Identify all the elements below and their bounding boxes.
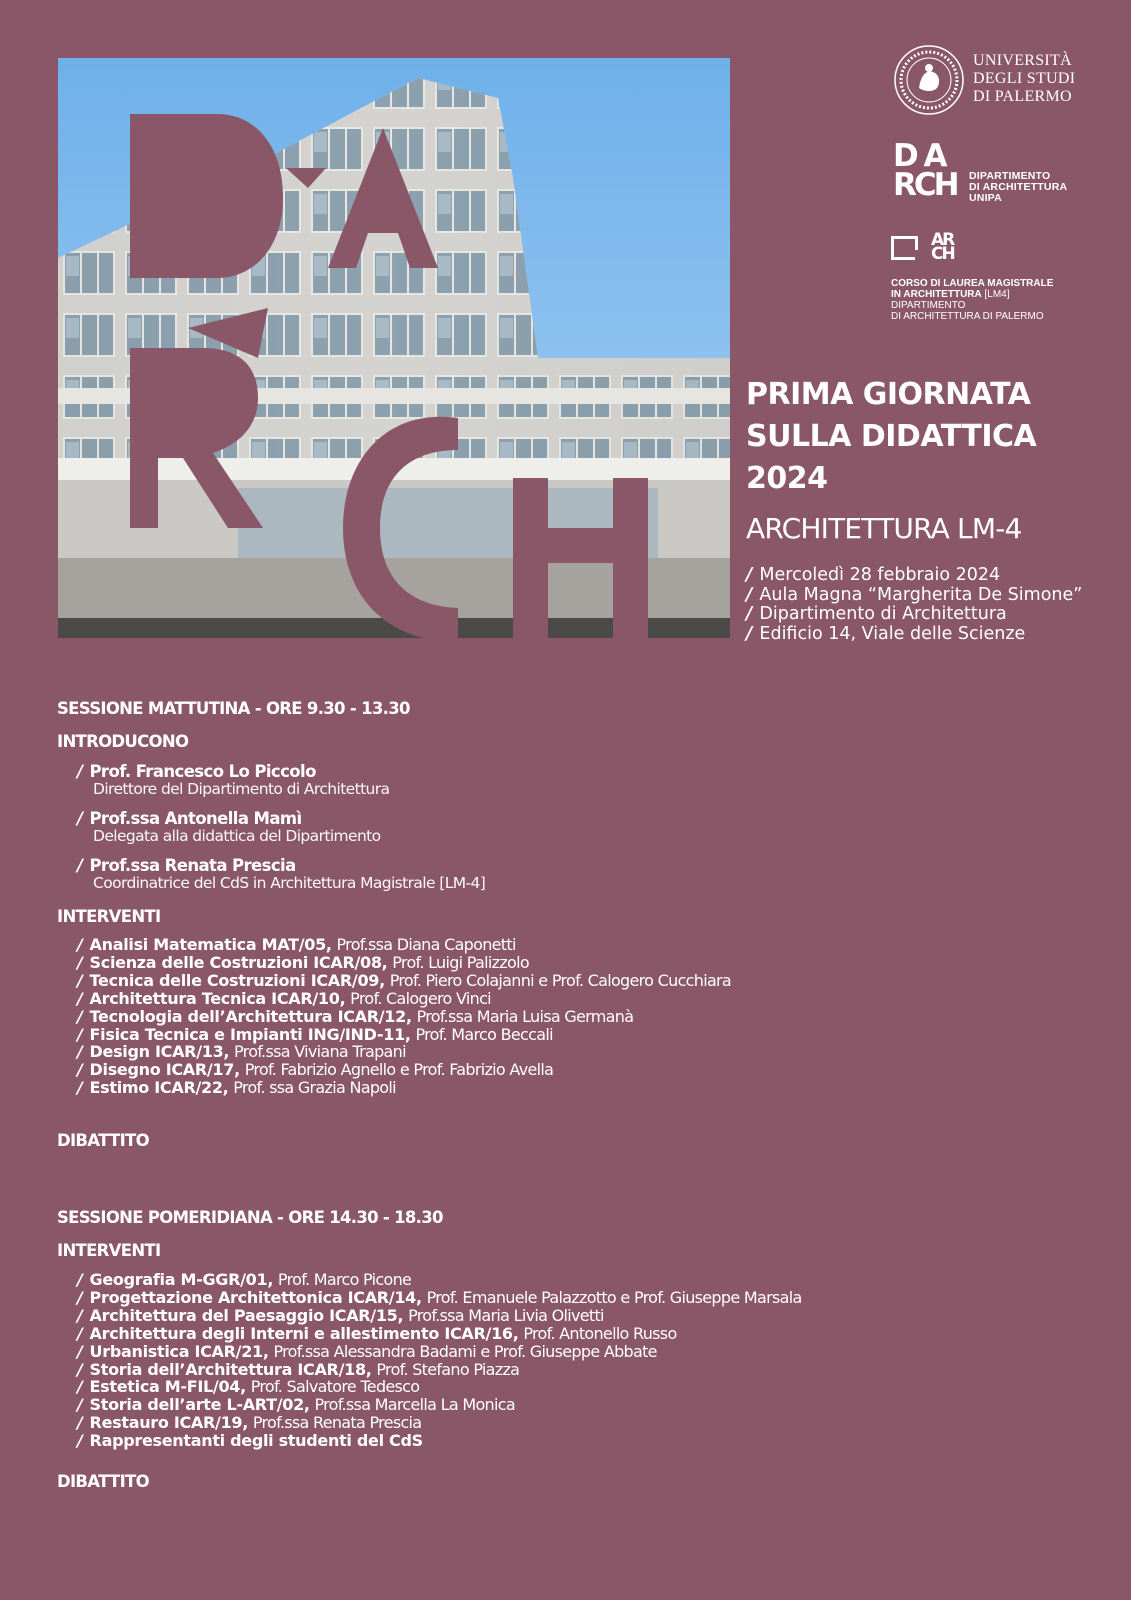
event-title-line: PRIMA GIORNATA (746, 377, 1031, 412)
university-seal-icon (893, 44, 965, 116)
morning-talks-heading: INTERVENTI (57, 907, 161, 926)
talk-item: / Disegno ICAR/17, Prof. Fabrizio Agnello e Prof. Fabrizio Avella (77, 1060, 554, 1080)
talk-item: / Estimo ICAR/22, Prof. ssa Grazia Napoli (77, 1078, 396, 1098)
department-logo (893, 138, 1093, 206)
arch-mark (891, 230, 971, 272)
event-title-line: SULLA DIDATTICA (746, 419, 1037, 454)
talk-item: / Fisica Tecnica e Impianti ING/IND-11, Prof. Marco Beccali (77, 1024, 553, 1044)
event-title-line: 2024 (746, 461, 828, 496)
talk-item: / Scienza delle Costruzioni ICAR/08, Prof. Luigi Palizzolo (77, 952, 529, 972)
afternoon-session-heading: SESSIONE POMERIDIANA - ORE 14.30 - 18.30 (57, 1208, 443, 1227)
event-address: / Edificio 14, Viale delle Scienze (746, 623, 1026, 644)
talk-item: / Architettura degli Interni e allestimento ICAR/16, Prof. Antonello Russo (77, 1323, 677, 1343)
talk-item: / Restauro ICAR/19, Prof.ssa Renata Prescia (77, 1413, 422, 1433)
talk-item: / Storia dell’arte L-ART/02, Prof.ssa Marcella La Monica (77, 1395, 515, 1415)
event-room: / Aula Magna “Margherita De Simone” (746, 584, 1083, 605)
university-name: UNIVERSITÀ DEGLI STUDI DI PALERMO (973, 52, 1076, 105)
talk-item: / Tecnica delle Costruzioni ICAR/09, Prof. Piero Colajanni e Prof. Calogero Cucchiara (77, 970, 732, 990)
university-logo (893, 44, 1093, 116)
hero-building-photo (58, 58, 730, 642)
morning-session-heading: SESSIONE MATTUTINA - ORE 9.30 - 13.30 (57, 699, 410, 718)
morning-debate: DIBATTITO (57, 1131, 149, 1150)
event-title (746, 374, 1116, 500)
morning-talk-list (77, 936, 731, 1097)
event-details (746, 566, 1082, 644)
talk-item: / Analisi Matematica MAT/05, Prof.ssa Diana Caponetti (77, 935, 516, 954)
event-department: / Dipartimento di Architettura (746, 604, 1007, 624)
event-subtitle: ARCHITETTURA LM-4 (746, 512, 1022, 545)
afternoon-debate: DIBATTITO (57, 1472, 149, 1491)
afternoon-talks-heading: INTERVENTI (57, 1241, 161, 1260)
talk-item: / Tecnologia dell’Architettura ICAR/12, Prof.ssa Maria Luisa Germanà (77, 1006, 634, 1026)
afternoon-talk-list (77, 1271, 802, 1450)
talk-item: / Storia dell’Architettura ICAR/18, Prof. Stefano Piazza (77, 1359, 520, 1379)
talk-item: / Architettura del Paesaggio ICAR/15, Prof.ssa Maria Livia Olivetti (77, 1305, 604, 1325)
introducer-item: / Prof.ssa Renata Prescia Coordinatrice del CdS in Architettura Magistrale [LM-4] (77, 856, 486, 892)
darch-mark: D A RCH (893, 138, 957, 203)
event-date: / Mercoledì 28 febbraio 2024 (746, 565, 1001, 585)
talk-item: / Design ICAR/13, Prof.ssa Viviana Trapani (77, 1042, 406, 1062)
building-photo (58, 58, 730, 642)
talk-item: / Geografia M-GGR/01, Prof. Marco Picone (77, 1270, 412, 1289)
talk-item: / Progettazione Architettonica ICAR/14, Prof. Emanuele Palazzotto e Prof. Giuseppe Marsala (77, 1287, 802, 1307)
arch-mark-box (891, 236, 915, 260)
talk-item: / Rappresentanti degli studenti del CdS (77, 1431, 423, 1451)
introducer-item: / Prof. Francesco Lo Piccolo Direttore del Dipartimento di Architettura (77, 762, 390, 798)
introducers-heading: INTRODUCONO (57, 732, 189, 751)
introducer-item: / Prof.ssa Antonella Mamì Delegata alla didattica del Dipartimento (77, 809, 381, 845)
degree-course-name: CORSO DI LAUREA MAGISTRALE IN ARCHITETTURA [LM4] DIPARTIMENTO DI ARCHITETTURA DI PALERMO (891, 278, 1054, 322)
talk-item: / Urbanistica ICAR/21, Prof.ssa Alessandra Badami e Prof. Giuseppe Abbate (77, 1341, 657, 1361)
arch-mark-letters: AR CH (931, 230, 954, 264)
talk-item: / Architettura Tecnica ICAR/10, Prof. Calogero Vinci (77, 988, 491, 1008)
talk-item: / Estetica M-FIL/04, Prof. Salvatore Tedesco (77, 1377, 420, 1397)
degree-course-logo (891, 230, 1106, 326)
department-name: DIPARTIMENTO DI ARCHITETTURA UNIPA (969, 170, 1068, 204)
